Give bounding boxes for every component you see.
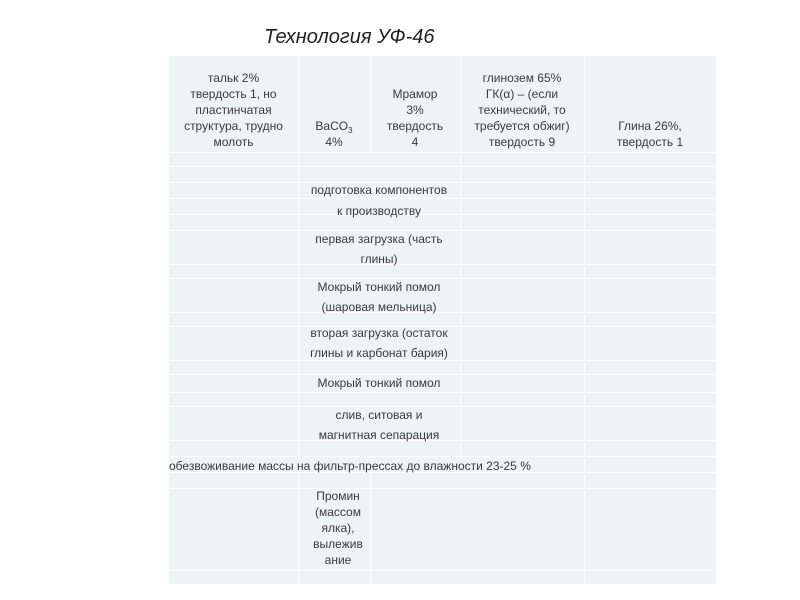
step-sieving-line: магнитная сепарация [318, 428, 440, 442]
column-divider [298, 472, 299, 584]
step-promin-line: вылежив [313, 537, 363, 551]
step-promin-line: Промин [316, 489, 360, 503]
step-dewatering: обезвоживание массы на фильтр-прессах до влажности 23-25 % [169, 459, 531, 473]
step-wet-milling: Мокрый тонкий помол [317, 376, 441, 390]
column-divider [460, 56, 461, 456]
step-wet-milling-ball [298, 277, 460, 317]
header-talc-line: твердость 1, но [190, 87, 277, 101]
step-preparation-line: к производству [337, 204, 421, 218]
baco3-subscript: 3 [348, 126, 353, 135]
header-baco3 [301, 118, 367, 150]
header-alumina-line: требуется обжиг) [474, 119, 570, 133]
step-second-loading [298, 323, 460, 363]
page-title: Технология УФ-46 [264, 26, 435, 48]
step-preparation-line: подготовка компонентов [310, 183, 448, 197]
column-divider [370, 472, 371, 584]
header-marble-line: Мрамор [392, 87, 438, 101]
row-divider [169, 152, 716, 153]
header-alumina-line: ГК(α) – (если [485, 87, 559, 101]
header-clay-line: твердость 1 [616, 135, 684, 149]
header-talc-line: тальк 2% [207, 71, 260, 85]
header-talc [171, 70, 296, 150]
header-baco3-formula [301, 118, 367, 134]
header-marble-line: 3% [406, 103, 424, 117]
header-alumina [462, 70, 582, 150]
header-marble-line: твердость [386, 119, 444, 133]
step-first-loading-line: глины) [360, 252, 398, 266]
step-promin [308, 488, 368, 568]
column-divider [370, 56, 371, 152]
step-sieving-line: слив, ситовая и [335, 408, 423, 422]
header-marble-line: 4 [411, 135, 419, 149]
header-talc-line: молоть [213, 135, 254, 149]
step-promin-line: ание [324, 553, 352, 567]
step-preparation [298, 180, 460, 222]
header-marble [372, 86, 458, 150]
header-clay [586, 118, 714, 150]
header-talc-line: пластинчатая [195, 103, 272, 117]
column-divider [584, 56, 585, 584]
header-clay-line: Глина 26%, [618, 119, 682, 133]
row-divider [169, 488, 716, 489]
step-second-loading-line: вторая загрузка (остаток [310, 326, 448, 340]
step-wet-milling-line: Мокрый тонкий помол [317, 280, 441, 294]
header-alumina-line: твердость 9 [488, 135, 556, 149]
step-first-loading-line: первая загрузка (часть [315, 232, 443, 246]
header-alumina-line: глинозем 65% [482, 71, 562, 85]
step-sieving [298, 405, 460, 445]
header-baco3-line: 4% [325, 135, 343, 149]
row-divider [169, 166, 716, 167]
header-talc-line: структура, трудно [184, 119, 283, 133]
row-divider [169, 570, 716, 571]
step-first-loading [298, 229, 460, 269]
step-promin-line: ялка), [321, 521, 355, 535]
step-promin-line: (массом [315, 505, 361, 519]
header-alumina-line: технический, то [478, 103, 566, 117]
step-second-loading-line: глины и карбонат бария) [310, 346, 448, 360]
baco3-prefix: BaCO [315, 119, 349, 133]
step-wet-milling-line: (шаровая мельница) [321, 300, 437, 314]
